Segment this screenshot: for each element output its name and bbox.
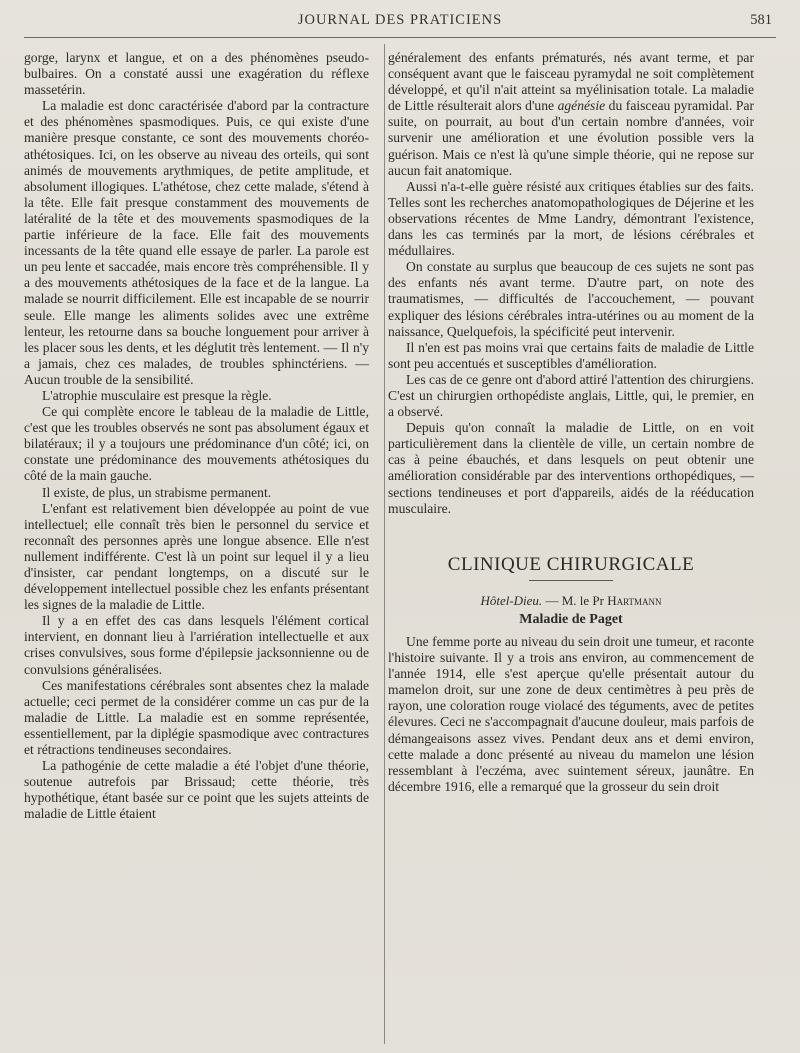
paragraph: L'enfant est relativement bien développée au point de vue intellectuel; elle connaît très bien le personnel du service et reconnaît des personnes après une longue absence. Elle n'est nullement indifférente. C'est là un point sur lequel il y a lieu d'insister, car pendant longtemps, on a discuté sur le développement intellectuel possible chez les enfants présentant les signes de la maladie de Little.	[24, 500, 369, 613]
text-run: généralement des enfants prématurés, nés avant terme, et par conséquent avant que le faisceau pyramydal ne soit complètement développé, et qu'il n'ait atteint sa myélinisation totale. La maladie de Little résulterait alors d'une	[388, 50, 754, 114]
paragraph: La pathogénie de cette maladie a été l'objet d'une théorie, soutenue autrefois par Brissaud; cette théorie, très hypothétique, étant basée sur ce point que les sujets atteints de maladie de Little étaient	[24, 758, 369, 822]
byline-location: Hôtel-Dieu.	[480, 592, 543, 608]
title-rule	[529, 580, 613, 581]
page-number: 581	[750, 12, 772, 28]
byline-text: — M. le Pr	[542, 592, 608, 608]
page-header	[24, 10, 776, 34]
paragraph: Il y a en effet des cas dans lesquels l'élément cortical intervient, en donnant lieu à l'arriération intellectuelle et aux crises convulsives, sous forme d'épilepsie jacksonnienne ou de convulsions généralisées.	[24, 613, 369, 677]
paragraph: Il n'en est pas moins vrai que certains faits de maladie de Little sont peu accentués et susceptibles d'amélioration.	[388, 339, 754, 371]
header-rule	[24, 37, 776, 38]
paragraph: Depuis qu'on connaît la maladie de Little, on en voit particulièrement dans la clientèle de ville, un certain nombre de cas à peine ébauchés, et dans lesquels on peut obtenir une amélioration considérable par des interventions orthopédiques, — sections tendineuses et port d'appareils, aidés de la rééducation musculaire.	[388, 420, 754, 516]
article-subtitle: Maladie de Paget	[519, 611, 623, 627]
paragraph: Il existe, de plus, un strabisme permanent.	[42, 484, 272, 500]
emphasized-term: agénésie	[557, 98, 606, 114]
section-title: CLINIQUE CHIRURGICALE	[447, 553, 695, 575]
left-column	[24, 50, 369, 823]
paragraph: Aussi n'a-t-elle guère résisté aux critiques établies sur des faits. Telles sont les recherches anatomopathologiques de Déjerine et les observations récentes de Mme Landry, démontrant l'existence, dans les cas terminés par la mort, de lésions cérébrales et médullaires.	[388, 178, 754, 259]
right-column	[388, 50, 754, 795]
paragraph: Ce qui complète encore le tableau de la maladie de Little, c'est que les troubles observés ne sont pas absolument égaux et bilatéraux; il y a toujours une prédominance d'un côté; ici, on constate une prédominance des mouvements athétosiques du côté de la main gauche.	[24, 404, 369, 484]
paragraph: Ces manifestations cérébrales sont absentes chez la malade actuelle; ceci permet de la considérer comme un cas pur de la maladie de Little. La maladie est en somme représentée, essentiellement, par la diplégie spasmodique avec contractures et rétractions tendineuses secondaires.	[24, 677, 369, 758]
paragraph: La maladie est donc caractérisée d'abord par la contracture et des phénomènes spasmodiques. Puis, ce qui existe d'une manière presque constante, ce sont des mouvements choréo-athétosiques. Ici, on les observe au niveau des orteils, qui sont animés de mouvements arythmiques, de petite amplitude, et absolument illogiques. L'athétose, chez cette malade, s'étend à la tête. Elle fait presque constamment des mouvements de latéralité de la tête et des mouvements spasmodiques de la partie inférieure de la face. Elle fait des mouvements incessants de la tête quand elle essaye de parler. La parole est un peu lente et saccadée, mais encore très compréhensible. Il y a des mouvements athétosiques de la face et de la langue. La malade se nourrit difficilement. Elle est incapable de se nourrir seule. Elle mange les aliments solides avec une extrême lenteur, les retourne dans sa bouche longuement pour arriver à les placer sous les dents, et les déglutit très lentement. — Il n'y a jamais, chez ces malades, de troubles sphinctériens. — Aucun trouble de la sensibilité.	[24, 98, 369, 387]
paragraph: Les cas de ce genre ont d'abord attiré l'attention des chirurgiens. C'est un chirurgien orthopédiste anglais, Little, qui, le premier, en a observé.	[388, 371, 754, 420]
byline	[388, 593, 754, 609]
running-title: JOURNAL DES PRATICIENS	[297, 12, 503, 28]
paragraph: On constate au surplus que beaucoup de ces sujets ne sont pas des enfants nés avant terme. D'autre part, on note des traumatismes, — difficultés de l'accouchement, — pouvant expliquer des lésions cérébrales intra-utérines ou au moment de la naissance, Quelquefois, la spécificité peut intervenir.	[388, 259, 754, 339]
text-run: du faisceau pyramidal. Par suite, on pourrait, au bout d'un certain nombre d'années, voir survenir une amélioration et une évolution possible vers la guérison. Mais ce n'est là qu'une simple théorie, qui ne repose sur aucun fait anatomique.	[388, 98, 755, 178]
paragraph	[388, 50, 754, 179]
paragraph: Une femme porte au niveau du sein droit une tumeur, et raconte l'histoire suivante. Il y a trois ans environ, au commencement de l'année 1914, elle s'est aperçue qu'elle présentait autour du mamelon droit, sur une zone de deux centimètres à peu près de rayon, une coloration rouge violacé des téguments, avec de petites élevures. Ceci ne s'accompagnait d'aucune douleur, mais parfois de démangeaisons assez vives. Pendant deux ans et demi environ, cette malade a donc présenté au niveau du mamelon une lésion ressemblant à l'eczéma, avec suintement séreux, jaunâtre. En décembre 1916, elle a remarqué que la grosseur du sein droit	[388, 634, 754, 794]
byline-doctor: Hartmann	[607, 592, 662, 608]
column-divider	[384, 44, 385, 1044]
paragraph: gorge, larynx et langue, et on a des phénomènes pseudo-bulbaires. On a constaté aussi une exagération du réflexe massetérin.	[24, 50, 369, 98]
paragraph: L'atrophie musculaire est presque la règle.	[42, 387, 272, 403]
